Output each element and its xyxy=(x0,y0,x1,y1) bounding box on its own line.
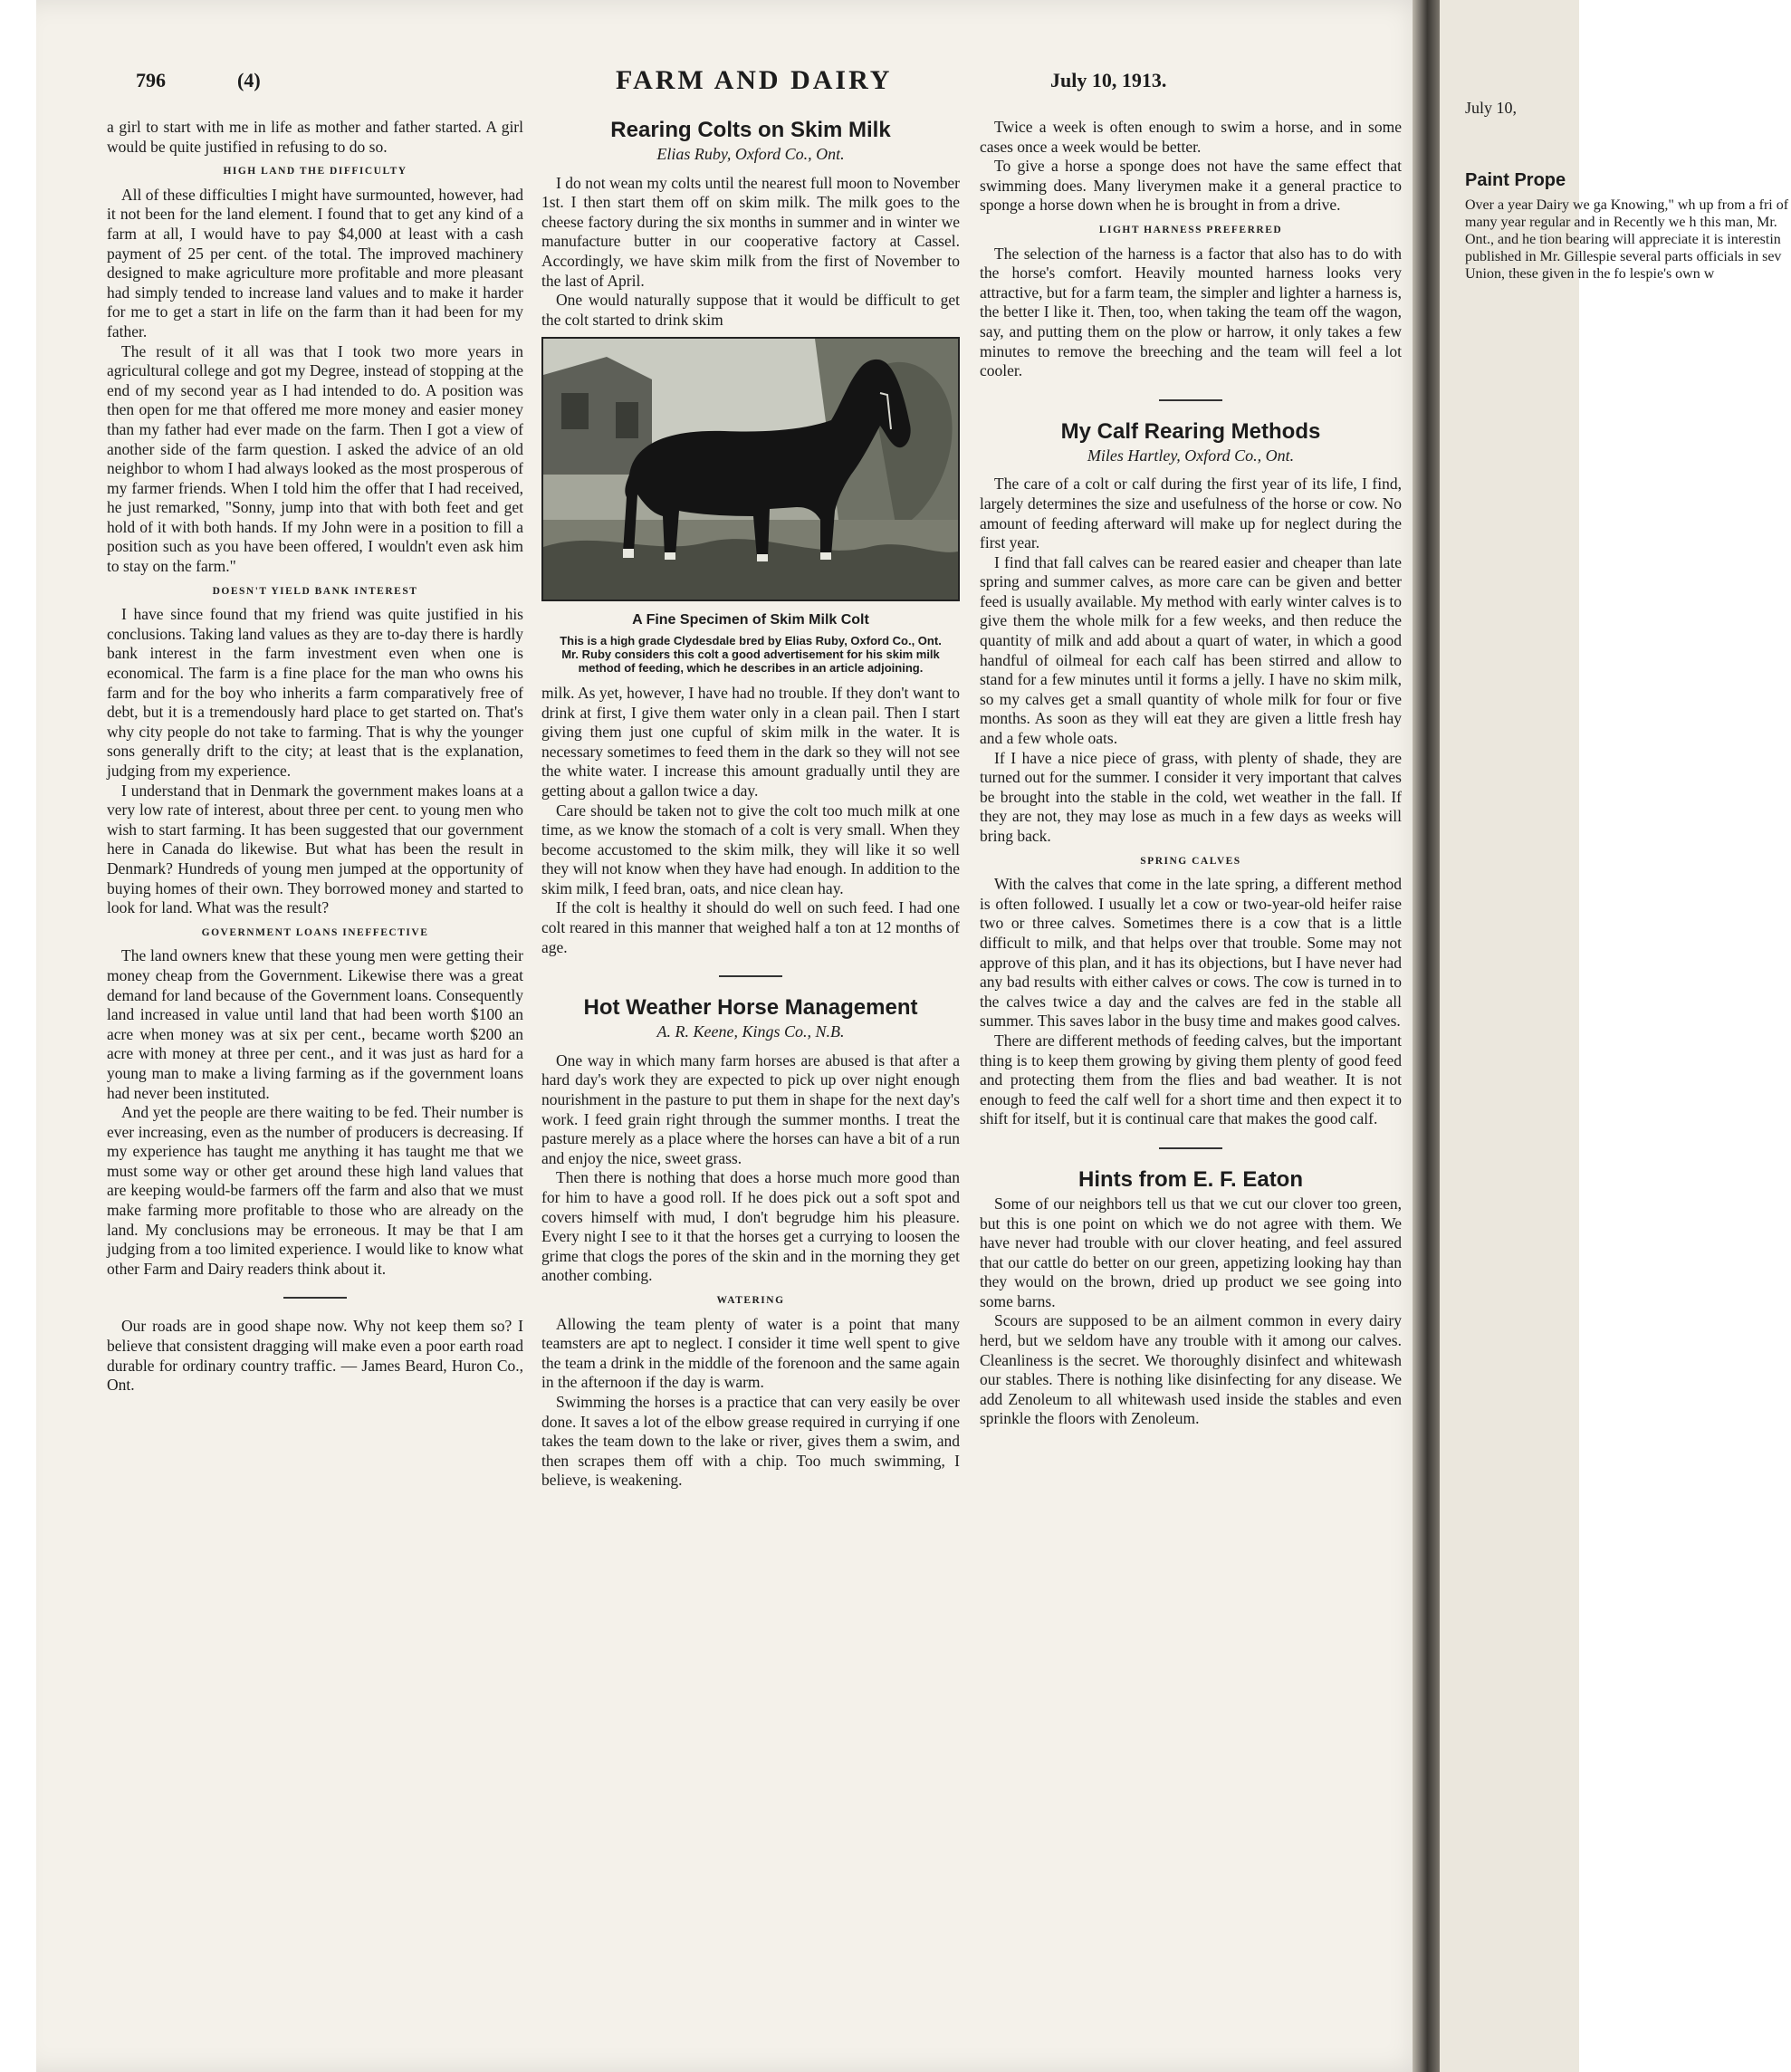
subheading: GOVERNMENT LOANS INEFFECTIVE xyxy=(201,926,429,938)
photo-caption-title: A Fine Specimen of Skim Milk Colt xyxy=(632,612,869,628)
section-divider xyxy=(283,1297,347,1299)
paragraph: All of these difficulties I might have surmounted, however, had it not been for the land element. I found that to get any kind of a farm at all, I would have to pay $4,000 at least with a cash payment of 25 per cent. of the total. The improved machinery designed to make agriculture more profitable and more pleasant had simply tended to increase land values and to make it harder for me to get a start in life on the farm than it had been for my father. xyxy=(107,185,523,341)
subheading: LIGHT HARNESS PREFERRED xyxy=(1098,224,1283,235)
section-divider xyxy=(719,975,782,977)
photo-caption-text: This is a high grade Clydesdale bred by Elias Ruby, Oxford Co., Ont. Mr. Ruby considers this colt a good advertisement for his skim milk method of feeding, which he describes in an article adjoining. xyxy=(560,633,942,675)
paragraph: Swimming the horses is a practice that can very easily be over done. It saves a lot of the elbow grease required in currying if one takes the team down to the lake or river, gives them a swim, and then scrapes them off with a chip. Too much swimming, I believe, is weakening. xyxy=(541,1392,960,1490)
subheading: WATERING xyxy=(716,1294,785,1306)
paragraph: With the calves that come in the late spring, a different method is often followed. I usually let a cow or two-year-old heifer raise two or three calves. Sometimes there is a cow that is a little difficult to milk, and that helps over that trouble. Some may not approve of this plan, and it has its objections, but I have never had any bad results with either calves or cows. The cow is turned in to the calves twice a day and the calves are fed in the stable all summer. This saves labor in the busy time and makes good calves. xyxy=(980,875,1402,1031)
paragraph: Some of our neighbors tell us that we cut our clover too green, but this is one point on which we do not agree with them. We have never had trouble with our clover heating, and feel assured that our cattle do better on our green, appetizing looking hay than they would on the brown, dried up product we see going into some barns. xyxy=(980,1194,1402,1310)
adjacent-page-title: Paint Prope xyxy=(1465,170,1566,190)
column-3 xyxy=(980,118,1402,1429)
masthead: FARM AND DAIRY xyxy=(616,65,893,95)
paragraph: Allowing the team plenty of water is a point that many teamsters are apt to neglect. I consider it time well spent to give the team a drink in the middle of the forenoon and the same again in the afternoon if the day is warm. xyxy=(541,1314,960,1392)
article-title: Rearing Colts on Skim Milk xyxy=(610,118,891,142)
article-byline: Elias Ruby, Oxford Co., Ont. xyxy=(656,145,845,163)
paragraph: Twice a week is often enough to swim a horse, and in some cases once a week would be better. xyxy=(980,118,1402,156)
horse-photo-image xyxy=(543,339,958,600)
adjacent-page-date: July 10, xyxy=(1465,99,1518,117)
section-divider xyxy=(1159,1147,1222,1149)
paragraph: If the colt is healthy it should do well on such feed. I had one colt reared in this manner that weighed half a ton at 12 months of age. xyxy=(541,898,960,956)
paragraph: I have since found that my friend was quite justified in his conclusions. Taking land values as they are to-day there is hardly bank interest in the farm investment even when one is economical. The farm is a fine place for the man who owns his farm and for the boy who inherits a farm comparatively free of debt, but it is a tremendously hard place to get started on. That's why city people do not take to farming. That is why the younger sons generally drift to the city; at least that is the explanation, judging from my experience. xyxy=(107,605,523,780)
section-divider xyxy=(1159,399,1222,401)
paragraph: There are different methods of feeding calves, but the important thing is to keep them growing by giving them plenty of good feed and protecting them from the flies and bad weather. It is not enough to feed the calf well for a short time and then expect it to shift for itself, but it is continual care that makes the good calf. xyxy=(980,1031,1402,1128)
paragraph: To give a horse a sponge does not have the same effect that swimming does. Many liverymen make it a general practice to sponge a horse down when he is brought in from a drive. xyxy=(980,157,1402,215)
horse-photo xyxy=(541,337,960,601)
column-1 xyxy=(107,118,523,1396)
page-number: 796 xyxy=(136,69,166,91)
paragraph: One way in which many farm horses are abused is that after a hard day's work they are expected to pick up over night enough nourishment in the pasture to put them in shape for the next day's work. I feed grain right through the summer months. I treat the pasture merely as a place where the horses can have a bit of a run and enjoy the nice, sweet grass. xyxy=(541,1050,960,1167)
article-title: My Calf Rearing Methods xyxy=(1060,418,1321,444)
issue-date: July 10, 1913. xyxy=(1050,69,1167,91)
paragraph: I do not wean my colts until the nearest full moon to November 1st. I then start them off on skim milk. The milk goes to the cheese factory during the six months in summer and in winter we manufacture butter in our cooperative factory at Cassel. Accordingly, we have skim milk from the first of November to the last of April. xyxy=(541,173,960,290)
page-header xyxy=(136,65,1413,101)
subheading: DOESN'T YIELD BANK INTEREST xyxy=(212,585,418,597)
paragraph: The care of a colt or calf during the first year of its life, I find, largely determines the size and usefulness of the horse or cow. No amount of feeding afterward will make up for neglect during the first year. xyxy=(980,475,1402,552)
article-title: Hints from E. F. Eaton xyxy=(1077,1166,1303,1192)
paragraph: One would naturally suppose that it would be difficult to get the colt started to drink skim xyxy=(541,291,960,329)
paragraph: The land owners knew that these young men were getting their money cheap from the Government. Likewise there was a great demand for land because of the Government loans. Consequently land increased in value until land that had been worth $100 an acre when money was at six per cent., became worth $200 an acre with money at three per cent., and it was just as hard for a young man to make a living farming as if the government loans had never been instituted. xyxy=(107,946,523,1102)
paragraph: If I have a nice piece of grass, with plenty of shade, they are turned out for the summer. I consider it very important that calves be brought into the stable in the cold, wet weather in the fall. If they are not, they may lose as much in a few days as weeks will bring back. xyxy=(980,748,1402,845)
article-byline: Miles Hartley, Oxford Co., Ont. xyxy=(1087,446,1295,465)
subheading: SPRING CALVES xyxy=(1140,855,1241,867)
paragraph: a girl to start with me in life as mother and father started. A girl would be quite justified in refusing to do so. xyxy=(107,118,523,156)
paragraph: Then there is nothing that does a horse much more good than for him to have a good roll. If he does pick out a soft spot and covers himself with mud, I don't begrudge him his pleasure. Every night I see to it that the horses get a currying to loosen the grime that clogs the pores of the skin and in the morning they get another combing. xyxy=(541,1168,960,1285)
paragraph: The result of it all was that I took two more years in agricultural college and got my Degree, instead of stopping at the end of my second year as I had intended to do. A position was then open for me that offered me more money and easier money than my father had ever made on the farm. Then I got a view of another side of the farm question. I asked the advice of an old neighbor to whom I had always looked as the most prosperous of my farmer friends. When I told him the offer that I had received, he just remarked, "Sonny, jump into that with both feet and get hold of it with both hands. If my John were in a position to fill a position such as you have been offered, I wouldn't even ask him to stay on the farm." xyxy=(107,341,523,576)
paragraph: Care should be taken not to give the colt too much milk at one time, as we know the stomach of a colt is very small. When they become accustomed to the skim milk, they will like it so well they will not know when they have had enough. In addition to the skim milk, I feed bran, oats, and nice clean hay. xyxy=(541,801,960,897)
adjacent-page-text: Over a year Dairy we ga Knowing," wh up from a fri of many year regular and in Recently we h this man, Mr. Ont., and he tion bearing will appreciate it is interestin published in Mr. Gillespie several parts officials in sev Union, these given in the fo lespie's own w xyxy=(1465,197,1789,282)
adjacent-page xyxy=(1440,0,1789,2072)
subheading: HIGH LAND THE DIFFICULTY xyxy=(223,166,407,177)
paragraph: And yet the people are there waiting to be fed. Their number is ever increasing, even as the number of producers is decreasing. If my experience has taught me anything it has taught me that we must some way or other get around these high land values that are keeping would-be farmers off the farm and also that we must make farming more profitable to those who are already on the land. My conclusions may be erroneous. It may be that I am judging from a too limited experience. I would like to know what other Farm and Dairy readers think about it. xyxy=(107,1103,523,1278)
page-gutter xyxy=(1413,0,1440,2072)
paragraph: Scours are supposed to be an ailment common in every dairy herd, but we seldom have any trouble with it among our calves. Cleanliness is the secret. We thoroughly disinfect and whitewash our stables. There is nothing like disinfecting for any disease. We add Zenoleum to all whitewash used inside the stables and even sprinkle the floors with Zenoleum. xyxy=(980,1311,1402,1428)
article-title: Hot Weather Horse Management xyxy=(583,995,918,1021)
paragraph: The selection of the harness is a factor that also has to do with the horse's comfort. Heavily mounted harness looks very attractive, but for a farm team, the simpler and lighter a harness is, the better I like it. Then, too, when taking the team off the wagon, say, and putting them on the plow or harrow, it only takes a few minutes to remove the breeching and the team will feel a lot cooler. xyxy=(980,244,1402,380)
paragraph: milk. As yet, however, I have had no trouble. If they don't want to drink at first, I give them water only in a clean pail. Then I start giving them just one cupful of skim milk in the water. It is necessary sometimes to feed them in the dark so they will not see the white water. I increase this amount gradually until they are getting about a gallon twice a day. xyxy=(541,683,960,800)
column-2 xyxy=(541,118,960,1491)
article-byline: A. R. Keene, Kings Co., N.B. xyxy=(656,1022,845,1041)
paragraph: Our roads are in good shape now. Why not keep them so? I believe that consistent dragging will make even a poor earth road durable for ordinary country traffic. — James Beard, Huron Co., Ont. xyxy=(107,1317,523,1395)
section-number: (4) xyxy=(237,69,261,91)
paragraph: I find that fall calves can be reared easier and cheaper than late spring and summer calves, as more care can be given and better feed is usually available. My method with early winter calves is to give them the whole milk for a few weeks, and then reduce the quantity of milk and add about a quart of water, in which a good handful of oilmeal for each calf has been stirred and allow to stand for a few minutes until it forms a jelly. I have no skim milk, so my calves get a small quantity of whole milk for four or five months. As soon as they will eat they are given a little fresh hay and a few whole oats. xyxy=(980,552,1402,748)
paragraph: I understand that in Denmark the government makes loans at a very low rate of interest, about three per cent. to young men who wish to start farming. It has been suggested that our government here in Canada do likewise. But what has been the result in Denmark? Hundreds of young men jumped at the opportunity of buying homes of their own. They borrowed money and started to look for land. What was the result? xyxy=(107,781,523,917)
